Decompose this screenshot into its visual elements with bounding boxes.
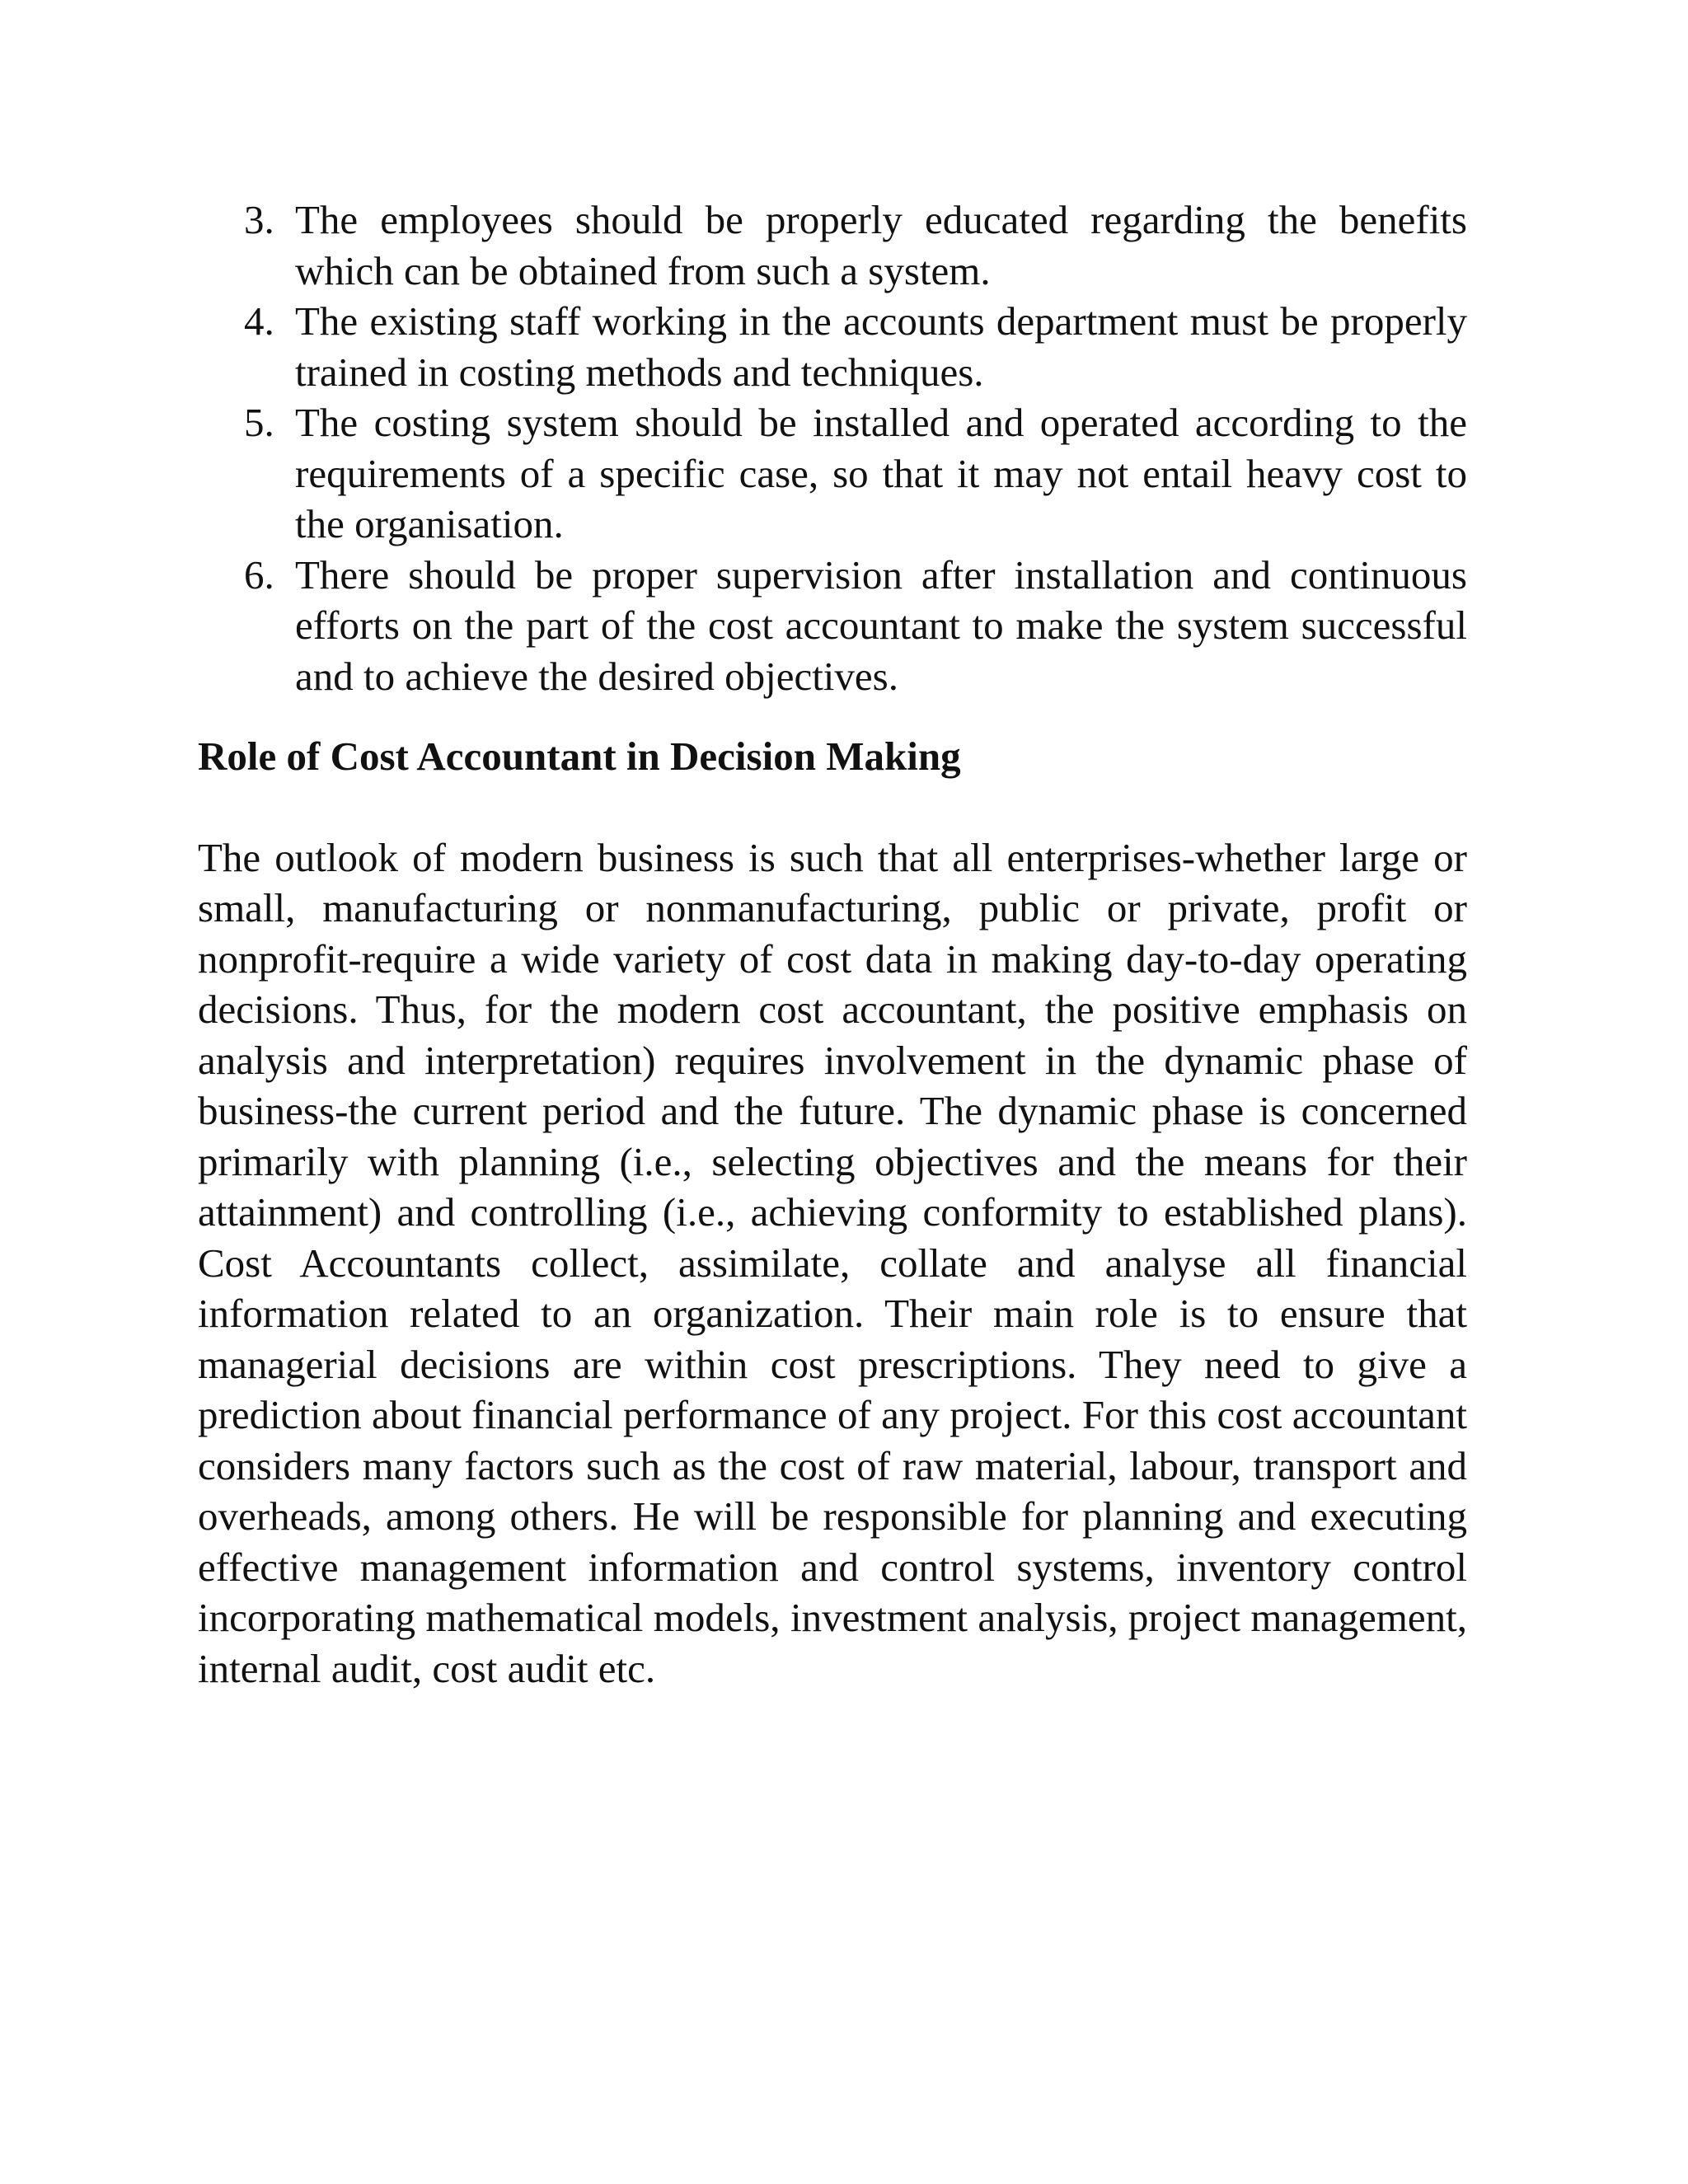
document-page xyxy=(198,194,1467,1694)
list-item-text: The existing staff working in the accounts department must be properly trained in costing methods and techniques. xyxy=(295,298,1467,395)
list-item-text: There should be proper supervision after installation and continuous efforts on the part of the cost accountant to make the system successful and to achieve the desired objectives. xyxy=(295,551,1467,699)
list-item xyxy=(198,194,1467,296)
list-item xyxy=(198,397,1467,550)
list-item-number: 6. xyxy=(244,551,274,598)
list-item-text: The costing system should be installed and operated according to the requirements of a specific case, so that it may not entail heavy cost to the organisation. xyxy=(295,400,1467,546)
list-item xyxy=(198,296,1467,397)
list-item xyxy=(198,550,1467,702)
section-heading: Role of Cost Accountant in Decision Making xyxy=(198,733,961,779)
list-item-number: 4. xyxy=(244,298,274,344)
list-item-text: The employees should be properly educated regarding the benefits which can be obtained from such a system. xyxy=(295,197,1467,293)
numbered-list xyxy=(198,194,1467,701)
list-item-number: 3. xyxy=(244,197,274,242)
list-item-number: 5. xyxy=(244,400,274,445)
body-paragraph: The outlook of modern business is such that all enterprises-whether large or small, manufacturing or nonmanufacturing, public or private, profit or nonprofit-require a wide variety of cost data in making day-to-day operating decisions. Thus, for the modern cost accountant, the positive emphasis on analysis and interpretation) requires involvement in the dynamic phase of business-the current period and the future. The dynamic phase is concerned primarily with planning (i.e., selecting objectives and the means for their attainment) and controlling (i.e., achieving conformity to established plans). Cost Accountants collect, assimilate, collate and analyse all financial information related to an organization. Their main role is to ensure that managerial decisions are within cost prescriptions. They need to give a prediction about financial performance of any project. For this cost accountant considers many factors such as the cost of raw material, labour, transport and overheads, among others. He will be responsible for planning and executing effective management information and control systems, inventory control incorporating mathematical models, investment analysis, project management, internal audit, cost audit etc. xyxy=(198,834,1467,1691)
